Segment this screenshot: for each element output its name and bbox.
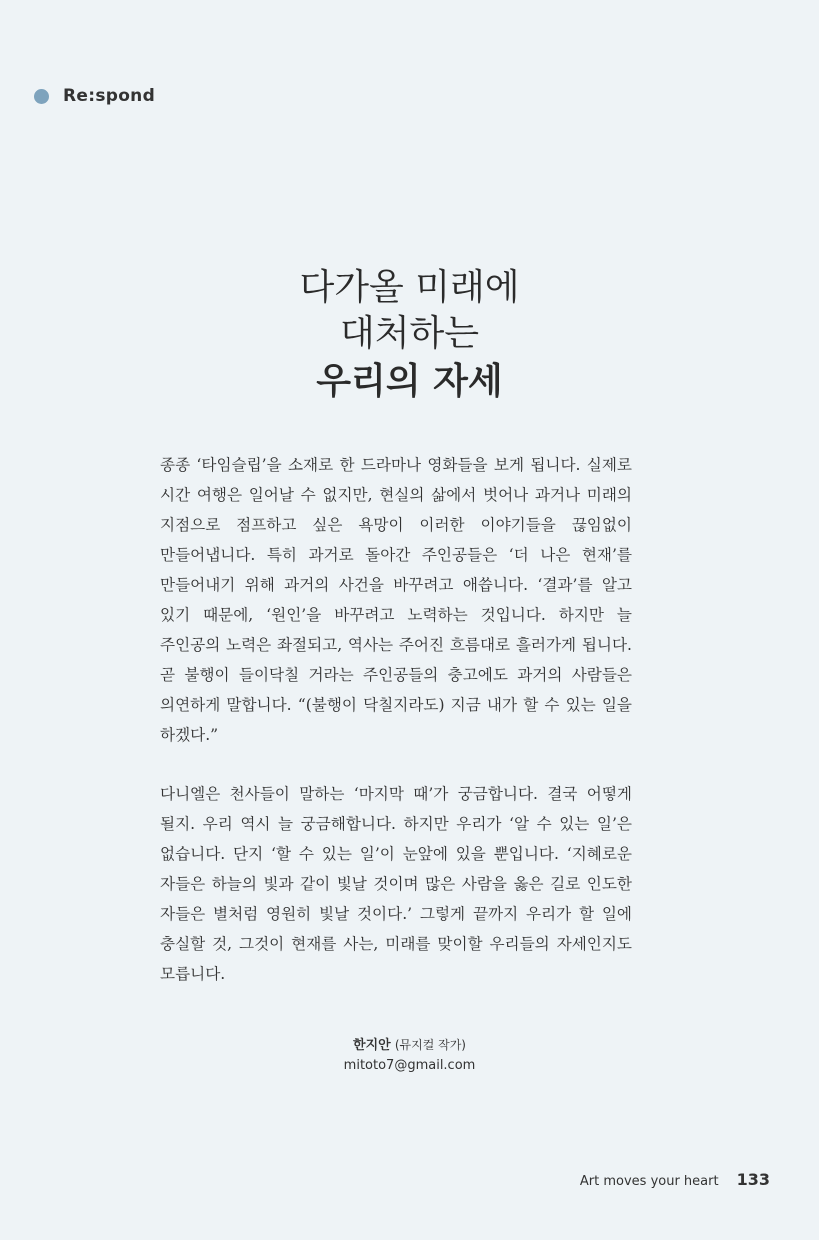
- title-line-2: 대처하는: [339, 313, 480, 354]
- footer-slogan: Art moves your heart: [579, 1174, 719, 1189]
- title-line-3: 우리의 자세: [316, 360, 503, 402]
- author-line: [0, 1035, 819, 1056]
- title-line-1: 다가올 미래에: [299, 267, 520, 308]
- section-label: Re:spond: [63, 86, 156, 106]
- body-paragraph-1: 종종 ‘타임슬립’을 소재로 한 드라마나 영화들을 보게 됩니다. 실제로 시간 여행은 일어날 수 없지만, 현실의 삶에서 벗어나 과거나 미래의 지점으로 점프하고 싶은 욕망이 이러한 이야기들을 끊임없이 만들어냅니다. 특히 과거로 돌아간 주인공들은 ‘더 나은 현재’를 만들어내기 위해 과거의 사건을 바꾸려고 애씁니다. ‘결과’를 알고 있기 때문에, ‘원인’을 바꾸려고 노력하는 것입니다. 하지만 늘 주인공의 노력은 좌절되고, 역사는 주어진 흐름대로 흘러가게 됩니다. 곧 불행이 들이닥칠 거라는 주인공들의 충고에도 과거의 사람들은 의연하게 말합니다. “(불행이 닥칠지라도) 지금 내가 할 수 있는 일을 하겠다.”: [160, 456, 632, 744]
- article-body: [160, 450, 632, 989]
- section-dot-icon: [34, 89, 49, 104]
- body-paragraph-2: 다니엘은 천사들이 말하는 ‘마지막 때’가 궁금합니다. 결국 어떻게 될지. 우리 역시 늘 궁금해합니다. 하지만 우리가 ‘알 수 있는 일’은 없습니다. 단지 ‘할 수 있는 일’이 눈앞에 있을 뿐입니다. ‘지혜로운 자들은 하늘의 빛과 같이 빛날 것이며 많은 사람을 옳은 길로 인도한 자들은 별처럼 영원히 빛날 것이다.’ 그렇게 끝까지 우리가 할 일에 충실할 것, 그것이 현재를 사는, 미래를 맞이할 우리들의 자세인지도 모릅니다.: [160, 785, 632, 983]
- section-tag: [34, 86, 155, 106]
- page-number: 133: [736, 1170, 770, 1189]
- author-name: 한지안: [353, 1038, 391, 1053]
- article-title: [0, 265, 819, 404]
- author-role: (뮤지컬 작가): [394, 1038, 466, 1052]
- page-footer: [580, 1170, 770, 1189]
- author-email: mitoto7@gmail.com: [343, 1058, 476, 1073]
- author-block: [0, 1035, 819, 1076]
